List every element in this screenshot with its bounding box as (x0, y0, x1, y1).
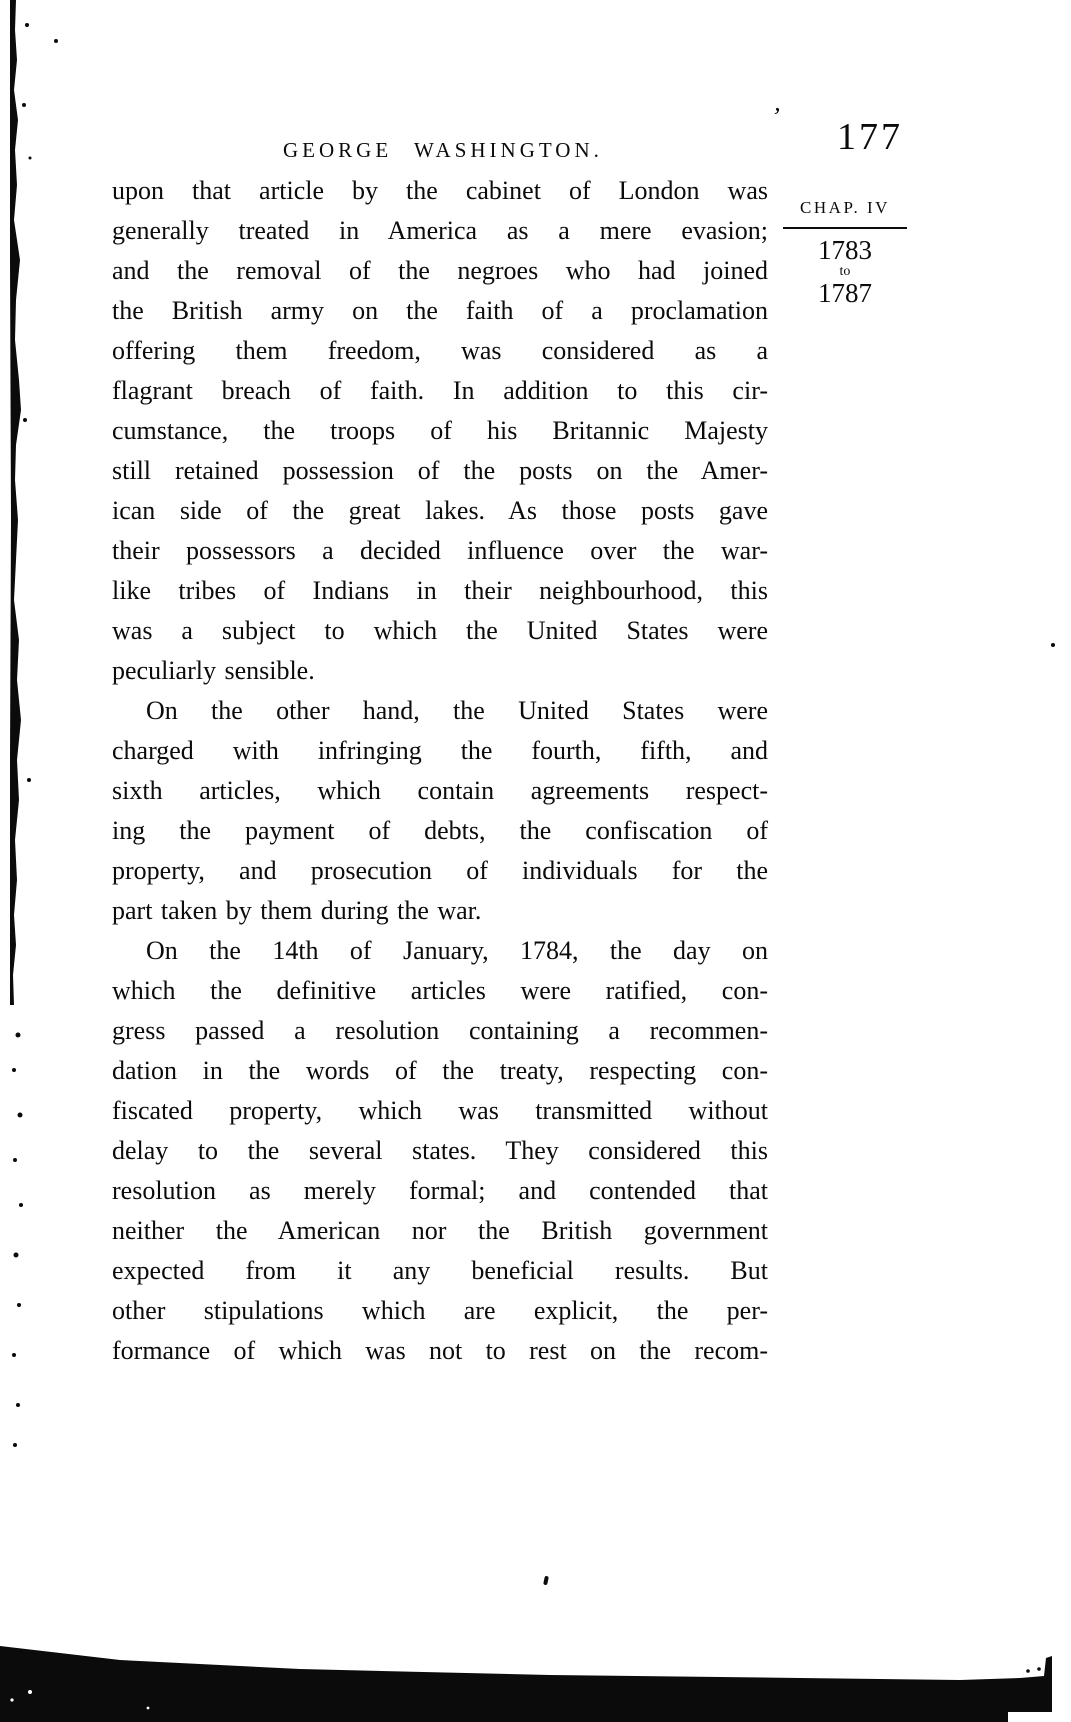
left-binding-edge-artifact (0, 0, 70, 1460)
body-line: generally treated in America as a mere evasion; (112, 216, 768, 245)
ink-speck (543, 1576, 549, 1586)
running-title: GEORGE WASHINGTON. (283, 138, 603, 162)
body-line: property, and prosecution of individuals for the (112, 856, 768, 885)
margin-notes (779, 197, 911, 308)
body-line: was a subject to which the United States were (112, 616, 768, 645)
body-text (112, 171, 768, 1371)
body-line: gress passed a resolution containing a recommen- (112, 1016, 768, 1045)
body-line: charged with infringing the fourth, fifth, and (112, 736, 768, 765)
body-line: the British army on the faith of a proclamation (112, 296, 768, 325)
body-line: part taken by them during the war. (112, 896, 482, 925)
body-line: other stipulations which are explicit, the per- (112, 1296, 768, 1325)
chapter-label: CHAP. IV (800, 198, 890, 217)
body-line: fiscated property, which was transmitted without (112, 1096, 768, 1125)
body-line: expected from it any beneficial results. But (112, 1256, 768, 1285)
body-line: offering them freedom, was considered as a (112, 336, 768, 365)
year-connector: to (839, 264, 851, 279)
body-line: still retained possession of the posts on the Amer- (112, 456, 768, 485)
body-line: their possessors a decided influence over the war- (112, 536, 768, 565)
body-line: which the definitive articles were ratified, con- (112, 976, 768, 1005)
body-line: On the other hand, the United States were (146, 696, 768, 725)
body-line: delay to the several states. They considered this (112, 1136, 768, 1165)
body-line: like tribes of Indians in their neighbourhood, this (112, 576, 768, 605)
body-line: resolution as merely formal; and contended that (112, 1176, 768, 1205)
page-number: 177 (837, 116, 903, 158)
body-line: dation in the words of the treaty, respecting con- (112, 1056, 768, 1085)
body-line: ing the payment of debts, the confiscation of (112, 816, 768, 845)
body-line: sixth articles, which contain agreements respect- (112, 776, 768, 805)
bottom-scan-band-artifact (0, 1630, 1071, 1722)
body-line: upon that article by the cabinet of London was (112, 176, 768, 205)
chapter-rule (783, 227, 907, 229)
body-line: On the 14th of January, 1784, the day on (146, 936, 768, 965)
body-line: neither the American nor the British government (112, 1216, 768, 1245)
year-end: 1787 (818, 278, 872, 308)
body-line: peculiarly sensible. (112, 656, 315, 685)
scan-tick-artifact: ’ (770, 101, 783, 132)
ink-speck (1051, 643, 1055, 647)
body-line: flagrant breach of faith. In addition to this cir- (112, 376, 768, 405)
body-line: cumstance, the troops of his Britannic Majesty (112, 416, 768, 445)
year-start: 1783 (818, 235, 872, 265)
body-line: and the removal of the negroes who had joined (112, 256, 768, 285)
body-line: ican side of the great lakes. As those posts gave (112, 496, 768, 525)
body-line: formance of which was not to rest on the recom- (112, 1336, 768, 1365)
